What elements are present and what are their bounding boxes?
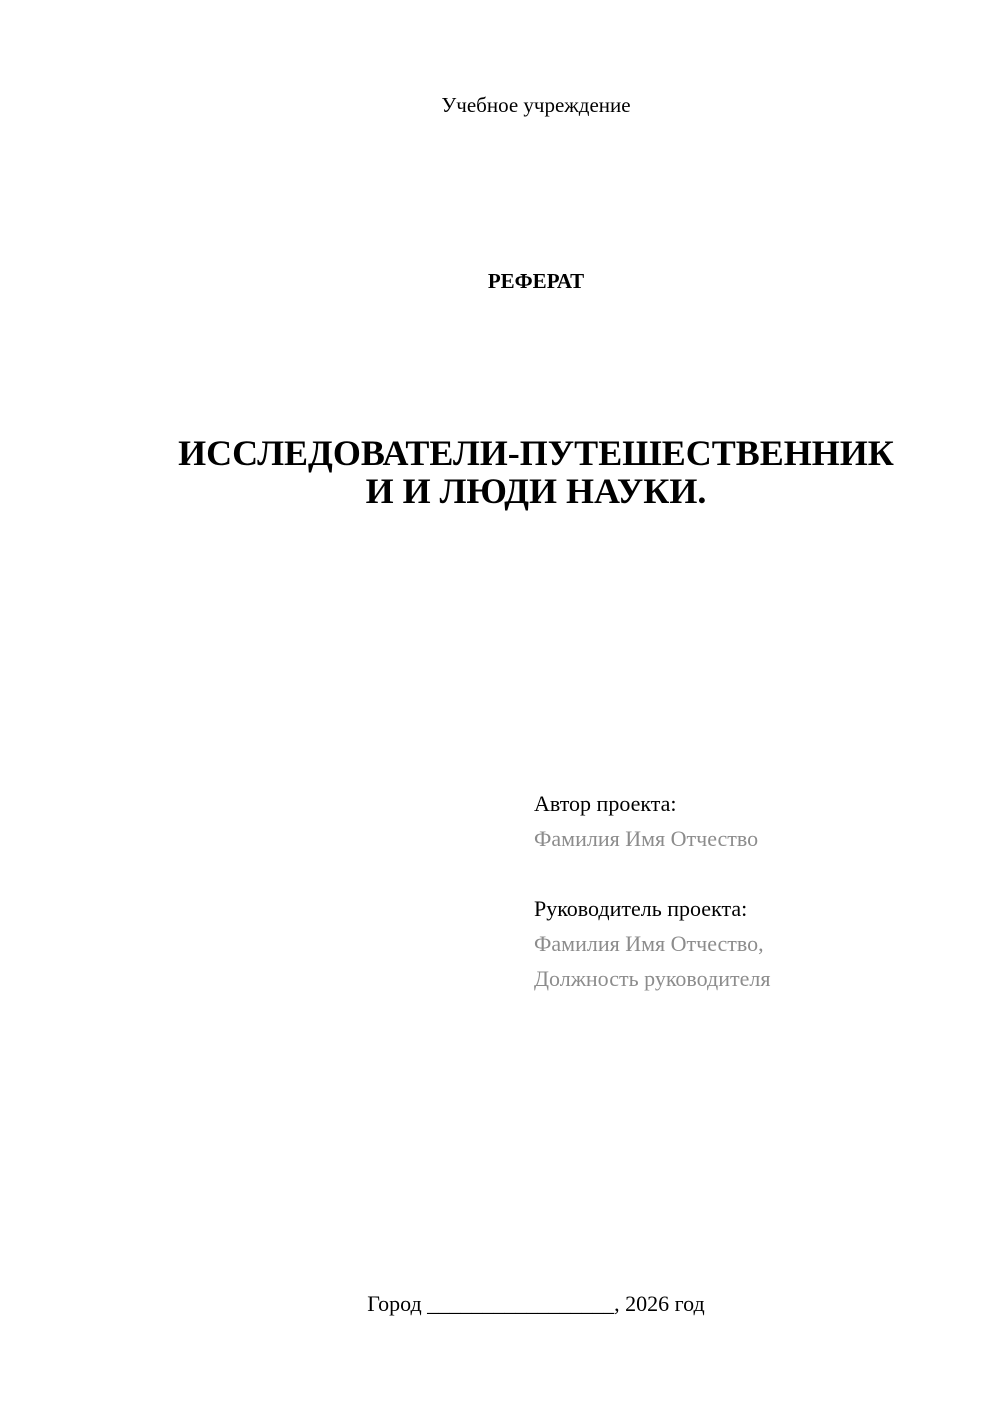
supervisor-position: Должность руководителя — [534, 966, 771, 991]
author-label: Автор проекта: — [534, 791, 677, 816]
topic-title — [150, 434, 922, 510]
author-name: Фамилия Имя Отчество — [534, 826, 759, 851]
meta-spacer — [534, 856, 974, 891]
city-blank: _________________ — [427, 1291, 615, 1316]
topic-title-line-1: ИССЛЕДОВАТЕЛИ-ПУТЕШЕСТВЕННИК — [178, 433, 894, 473]
city-label: Город — [367, 1291, 422, 1316]
city-year-line — [0, 1290, 1000, 1318]
institution-name: Учебное учреждение — [441, 93, 631, 117]
supervisor-label: Руководитель проекта: — [534, 896, 748, 921]
year-text: , 2026 год — [614, 1291, 705, 1316]
project-info — [534, 786, 974, 996]
supervisor-name: Фамилия Имя Отчество, — [534, 931, 764, 956]
topic-title-line-2: И И ЛЮДИ НАУКИ. — [365, 471, 707, 511]
document-type: РЕФЕРАТ — [487, 269, 585, 293]
